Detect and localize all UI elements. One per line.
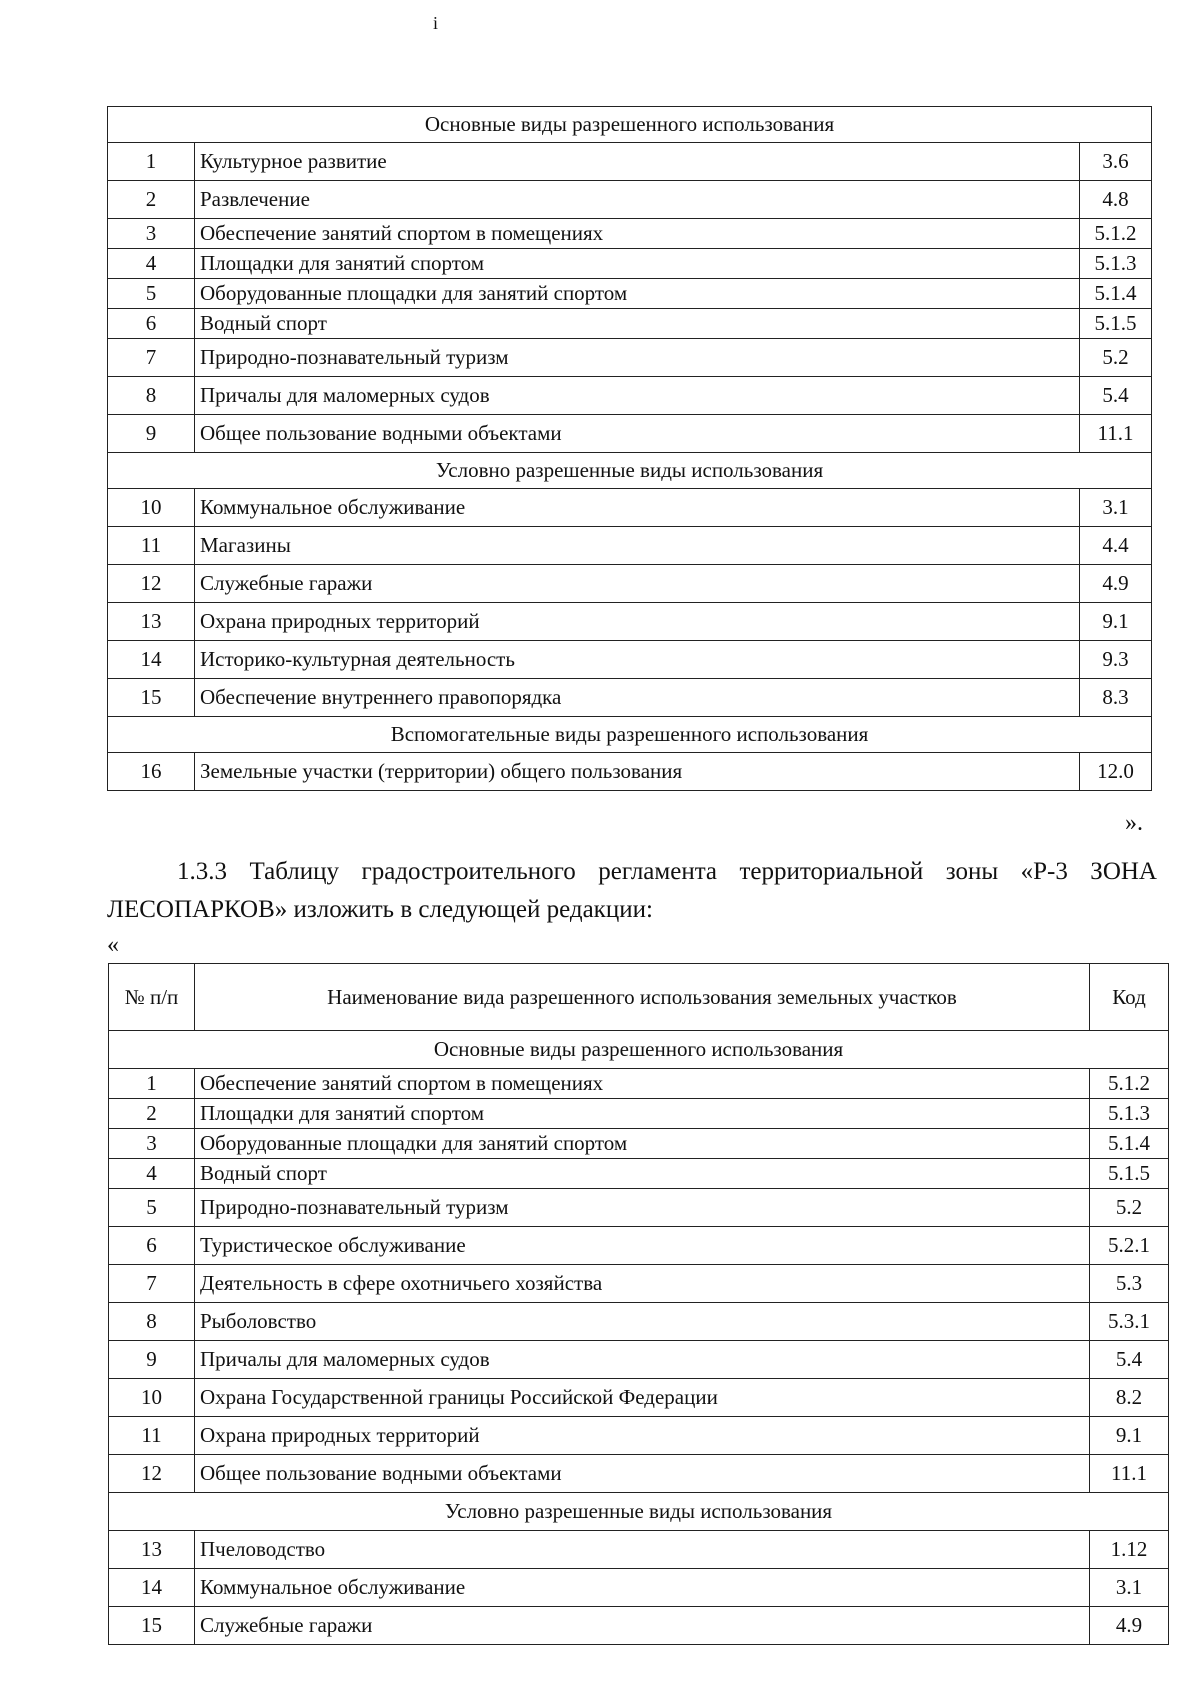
row-number: 11 — [109, 1417, 195, 1455]
row-number: 1 — [109, 1069, 195, 1099]
table-row — [108, 309, 1152, 339]
use-name: Коммунальное обслуживание — [195, 489, 1080, 527]
use-code: 1.12 — [1090, 1531, 1169, 1569]
table-row — [108, 377, 1152, 415]
table-row — [109, 1379, 1169, 1417]
row-number: 2 — [108, 181, 195, 219]
land-use-table-r3 — [108, 963, 1169, 1645]
use-code: 9.1 — [1090, 1417, 1169, 1455]
use-name: Обеспечение занятий спортом в помещениях — [195, 219, 1080, 249]
table-row — [108, 753, 1152, 791]
use-name: Водный спорт — [195, 1159, 1090, 1189]
table-row — [109, 1531, 1169, 1569]
use-code: 8.2 — [1090, 1379, 1169, 1417]
table-row — [109, 1303, 1169, 1341]
use-name: Общее пользование водными объектами — [195, 415, 1080, 453]
table-row — [109, 1417, 1169, 1455]
header-name: Наименование вида разрешенного использования земельных участков — [195, 964, 1090, 1031]
amendment-paragraph — [107, 853, 1157, 929]
table-header-row — [109, 964, 1169, 1031]
table-row — [109, 1069, 1169, 1099]
use-name: Рыболовство — [195, 1303, 1090, 1341]
use-code: 3.1 — [1090, 1569, 1169, 1607]
table-row — [109, 1341, 1169, 1379]
use-code: 12.0 — [1080, 753, 1152, 791]
table-row — [109, 1265, 1169, 1303]
use-code: 5.1.5 — [1090, 1159, 1169, 1189]
use-name: Коммунальное обслуживание — [195, 1569, 1090, 1607]
use-name: Площадки для занятий спортом — [195, 249, 1080, 279]
use-name: Деятельность в сфере охотничьего хозяйства — [195, 1265, 1090, 1303]
table-row — [108, 219, 1152, 249]
use-code: 5.4 — [1080, 377, 1152, 415]
use-name: Охрана Государственной границы Российской Федерации — [195, 1379, 1090, 1417]
row-number: 13 — [109, 1531, 195, 1569]
use-code: 3.6 — [1080, 143, 1152, 181]
row-number: 12 — [108, 565, 195, 603]
land-use-table-previous — [107, 106, 1152, 791]
use-name: Природно-познавательный туризм — [195, 1189, 1090, 1227]
section-row — [108, 107, 1152, 143]
row-number: 7 — [109, 1265, 195, 1303]
section-row — [109, 1493, 1169, 1531]
section-title: Условно разрешенные виды использования — [108, 453, 1152, 489]
use-code: 5.1.3 — [1090, 1099, 1169, 1129]
row-number: 3 — [109, 1129, 195, 1159]
row-number: 9 — [108, 415, 195, 453]
use-code: 5.2 — [1080, 339, 1152, 377]
table-row — [109, 1129, 1169, 1159]
use-name: Обеспечение занятий спортом в помещениях — [195, 1069, 1090, 1099]
row-number: 8 — [108, 377, 195, 415]
use-code: 5.2.1 — [1090, 1227, 1169, 1265]
table-row — [108, 143, 1152, 181]
use-code: 5.3.1 — [1090, 1303, 1169, 1341]
use-code: 5.1.3 — [1080, 249, 1152, 279]
row-number: 14 — [108, 641, 195, 679]
row-number: 7 — [108, 339, 195, 377]
use-name: Площадки для занятий спортом — [195, 1099, 1090, 1129]
row-number: 15 — [108, 679, 195, 717]
use-code: 8.3 — [1080, 679, 1152, 717]
use-name: Развлечение — [195, 181, 1080, 219]
header-num: № п/п — [109, 964, 195, 1031]
use-name: Служебные гаражи — [195, 1607, 1090, 1645]
use-name: Историко-культурная деятельность — [195, 641, 1080, 679]
table-row — [109, 1189, 1169, 1227]
use-code: 5.1.2 — [1090, 1069, 1169, 1099]
section-title: Основные виды разрешенного использования — [109, 1031, 1169, 1069]
use-name: Туристическое обслуживание — [195, 1227, 1090, 1265]
use-code: 5.1.5 — [1080, 309, 1152, 339]
row-number: 4 — [109, 1159, 195, 1189]
table-row — [109, 1455, 1169, 1493]
use-name: Общее пользование водными объектами — [195, 1455, 1090, 1493]
use-code: 5.2 — [1090, 1189, 1169, 1227]
use-name: Оборудованные площадки для занятий спортом — [195, 279, 1080, 309]
section-row — [108, 453, 1152, 489]
use-code: 11.1 — [1090, 1455, 1169, 1493]
use-code: 5.1.4 — [1080, 279, 1152, 309]
table-row — [109, 1159, 1169, 1189]
amendment-text: 1.3.3 Таблицу градостроительного регламента территориальной зоны «Р-3 ЗОНА ЛЕСОПАРКОВ» изложить в следующей редакции: — [107, 858, 1157, 923]
use-name: Обеспечение внутреннего правопорядка — [195, 679, 1080, 717]
use-code: 4.9 — [1090, 1607, 1169, 1645]
row-number: 4 — [108, 249, 195, 279]
use-name: Земельные участки (территории) общего пользования — [195, 753, 1080, 791]
row-number: 15 — [109, 1607, 195, 1645]
row-number: 8 — [109, 1303, 195, 1341]
use-code: 5.1.2 — [1080, 219, 1152, 249]
use-code: 5.4 — [1090, 1341, 1169, 1379]
use-name: Оборудованные площадки для занятий спортом — [195, 1129, 1090, 1159]
row-number: 2 — [109, 1099, 195, 1129]
row-number: 16 — [108, 753, 195, 791]
use-code: 5.1.4 — [1090, 1129, 1169, 1159]
row-number: 5 — [109, 1189, 195, 1227]
row-number: 11 — [108, 527, 195, 565]
use-name: Охрана природных территорий — [195, 603, 1080, 641]
row-number: 6 — [109, 1227, 195, 1265]
use-name: Культурное развитие — [195, 143, 1080, 181]
row-number: 1 — [108, 143, 195, 181]
section-title: Условно разрешенные виды использования — [109, 1493, 1169, 1531]
opening-quote: « — [107, 932, 119, 958]
table-row — [108, 279, 1152, 309]
closing-quote: ». — [1125, 810, 1143, 836]
table-row — [108, 527, 1152, 565]
row-number: 10 — [109, 1379, 195, 1417]
use-name: Причалы для маломерных судов — [195, 1341, 1090, 1379]
use-name: Магазины — [195, 527, 1080, 565]
table-row — [108, 339, 1152, 377]
use-code: 9.3 — [1080, 641, 1152, 679]
table-row — [109, 1227, 1169, 1265]
table-row — [108, 249, 1152, 279]
table-row — [109, 1099, 1169, 1129]
table-row — [108, 565, 1152, 603]
row-number: 12 — [109, 1455, 195, 1493]
row-number: 10 — [108, 489, 195, 527]
table-row — [109, 1569, 1169, 1607]
row-number: 5 — [108, 279, 195, 309]
table-row — [108, 181, 1152, 219]
use-name: Пчеловодство — [195, 1531, 1090, 1569]
row-number: 3 — [108, 219, 195, 249]
table-row — [108, 641, 1152, 679]
use-code: 11.1 — [1080, 415, 1152, 453]
use-code: 4.9 — [1080, 565, 1152, 603]
table-row — [108, 489, 1152, 527]
use-code: 9.1 — [1080, 603, 1152, 641]
table-row — [109, 1607, 1169, 1645]
row-number: 6 — [108, 309, 195, 339]
section-row — [108, 717, 1152, 753]
use-code: 4.8 — [1080, 181, 1152, 219]
use-name: Служебные гаражи — [195, 565, 1080, 603]
use-name: Охрана природных территорий — [195, 1417, 1090, 1455]
page-mark: i — [433, 13, 439, 33]
section-title: Вспомогательные виды разрешенного использования — [108, 717, 1152, 753]
use-code: 5.3 — [1090, 1265, 1169, 1303]
row-number: 14 — [109, 1569, 195, 1607]
use-code: 3.1 — [1080, 489, 1152, 527]
use-code: 4.4 — [1080, 527, 1152, 565]
use-name: Природно-познавательный туризм — [195, 339, 1080, 377]
section-row — [109, 1031, 1169, 1069]
use-name: Причалы для маломерных судов — [195, 377, 1080, 415]
table-row — [108, 603, 1152, 641]
row-number: 9 — [109, 1341, 195, 1379]
header-code: Код — [1090, 964, 1169, 1031]
table-row — [108, 679, 1152, 717]
use-name: Водный спорт — [195, 309, 1080, 339]
section-title: Основные виды разрешенного использования — [108, 107, 1152, 143]
row-number: 13 — [108, 603, 195, 641]
table-row — [108, 415, 1152, 453]
